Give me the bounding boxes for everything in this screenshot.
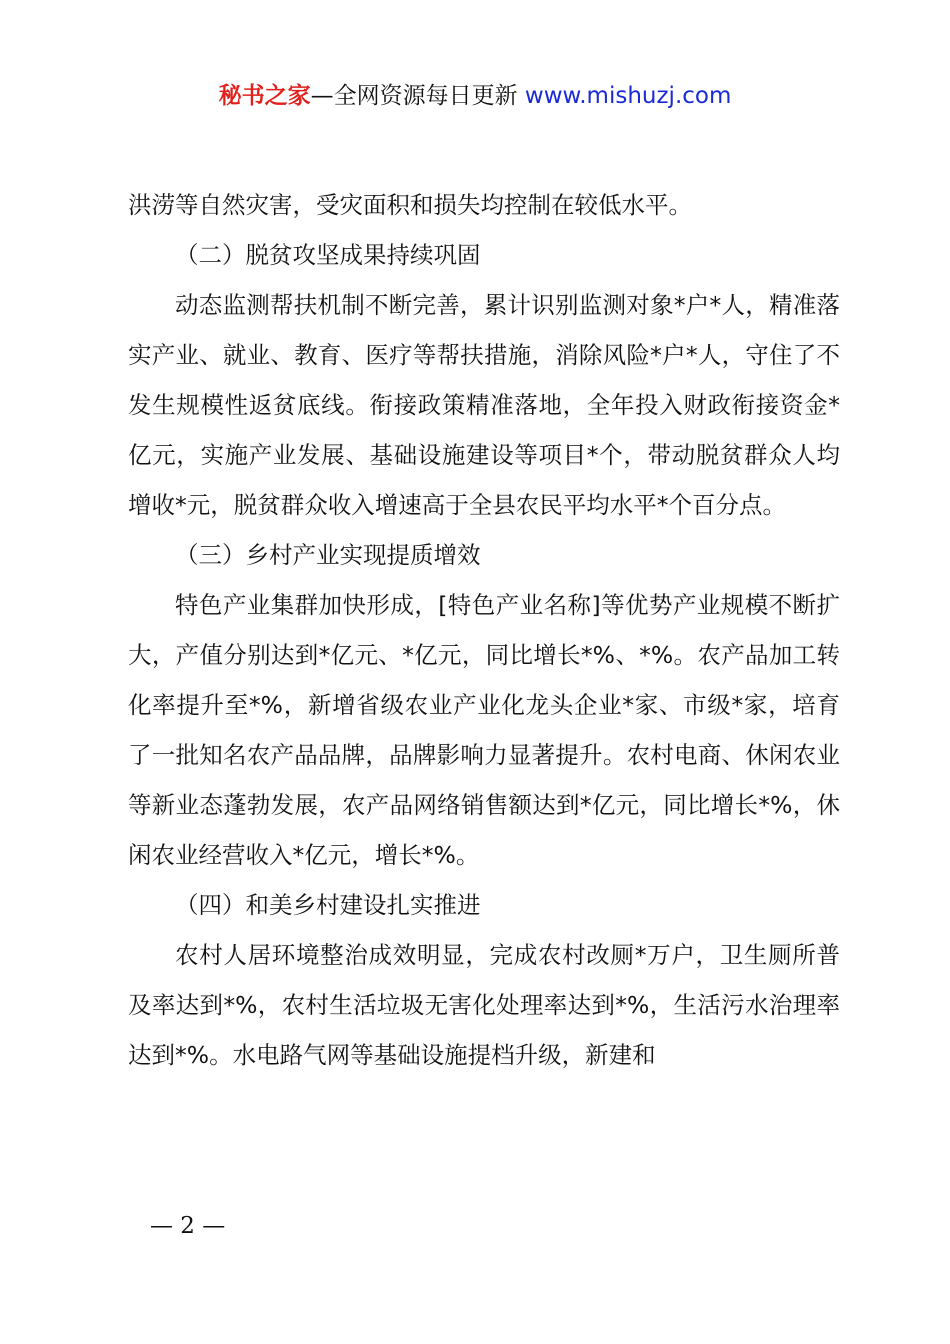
document-body: [128, 180, 840, 1080]
paragraph: 洪涝等自然灾害，受灾面积和损失均控制在较低水平。: [128, 191, 692, 219]
paragraph: 农村人居环境整治成效明显，完成农村改厕*万户，卫生厕所普及率达到*%，农村生活垃圾无害化处理率达到*%，生活污水治理率达到*%。水电路气网等基础设施提档升级，新建和: [128, 941, 840, 1069]
section-heading: （三）乡村产业实现提质增效: [175, 541, 481, 569]
header-url: www.mishuzj.com: [524, 83, 732, 109]
page-number: — 2 —: [150, 1213, 226, 1239]
section-heading: （二）脱贫攻坚成果持续巩固: [175, 241, 481, 269]
section-heading: （四）和美乡村建设扎实推进: [175, 891, 481, 919]
site-header: [0, 78, 950, 114]
header-tagline: —全网资源每日更新: [310, 83, 525, 109]
header-brand: 秘书之家: [218, 83, 311, 109]
paragraph: 动态监测帮扶机制不断完善，累计识别监测对象*户*人，精准落实产业、就业、教育、医疗等帮扶措施，消除风险*户*人，守住了不发生规模性返贫底线。衔接政策精准落地，全年投入财政衔接资金*亿元，实施产业发展、基础设施建设等项目*个，带动脱贫群众人均增收*元，脱贫群众收入增速高于全县农民平均水平*个百分点。: [128, 291, 840, 519]
paragraph: 特色产业集群加快形成，[特色产业名称]等优势产业规模不断扩大，产值分别达到*亿元、*亿元，同比增长*%、*%。农产品加工转化率提升至*%，新增省级农业产业化龙头企业*家、市级*家，培育了一批知名农产品品牌，品牌影响力显著提升。农村电商、休闲农业等新业态蓬勃发展，农产品网络销售额达到*亿元，同比增长*%，休闲农业经营收入*亿元，增长*%。: [128, 591, 840, 869]
